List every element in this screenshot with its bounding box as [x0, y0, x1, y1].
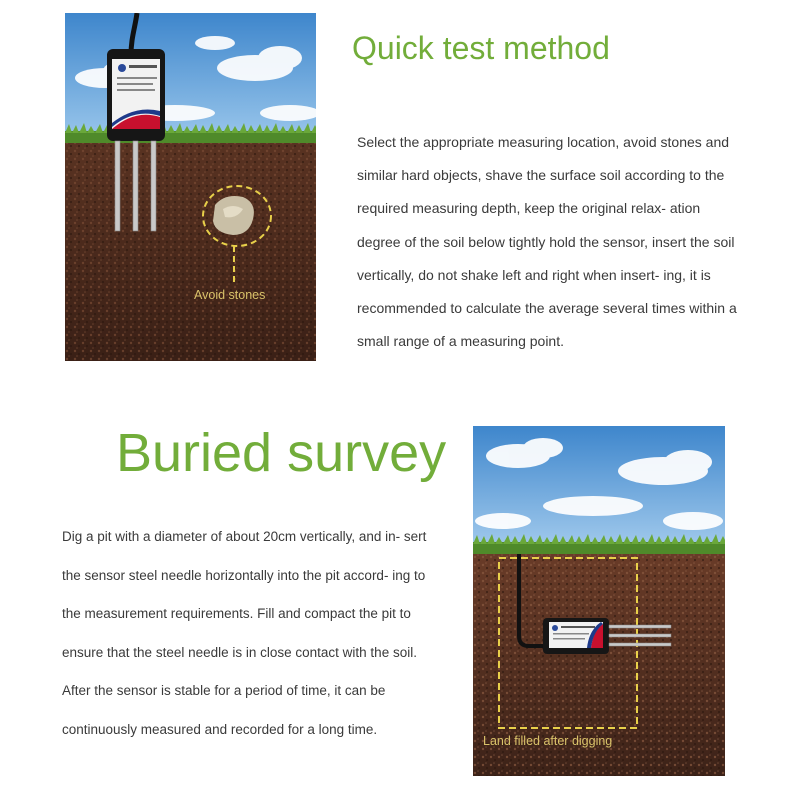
stone-graphic [213, 196, 254, 235]
buried-sensor-illustration [473, 426, 725, 776]
sensor-body [543, 618, 609, 654]
sensor-body [107, 49, 165, 141]
land-filled-caption: Land filled after digging [483, 734, 613, 748]
vertical-insertion-illustration [65, 13, 316, 361]
buried-survey-description: Dig a pit with a diameter of about 20cm vertically, and in- sert the sensor steel needle horizontally into the pit accord- ing to the measurement requirements. Fill and compact the pit to ensure that the steel needle is in close contact with the soil. After the sensor is stable for a period of time, it can be continuously measured and recorded for a long time. [62, 529, 427, 737]
steel-probes [609, 625, 671, 646]
avoid-stones-caption: Avoid stones [194, 288, 266, 302]
vertical-insertion-photo [65, 13, 316, 361]
quick-test-description: Select the appropriate measuring location, avoid stones and similar hard objects, shave the surface soil according to the required measuring depth, keep the original relax- ation degree of the soil below tightly hold the sensor, insert the soil vertically, do not shake left and right when insert- ing, it is recommended to calculate the average several times within a small range of a measuring point. [357, 134, 737, 350]
quick-test-heading: Quick test method [352, 30, 610, 66]
buried-survey-heading: Buried survey [116, 423, 447, 483]
buried-sensor-photo [473, 426, 725, 776]
